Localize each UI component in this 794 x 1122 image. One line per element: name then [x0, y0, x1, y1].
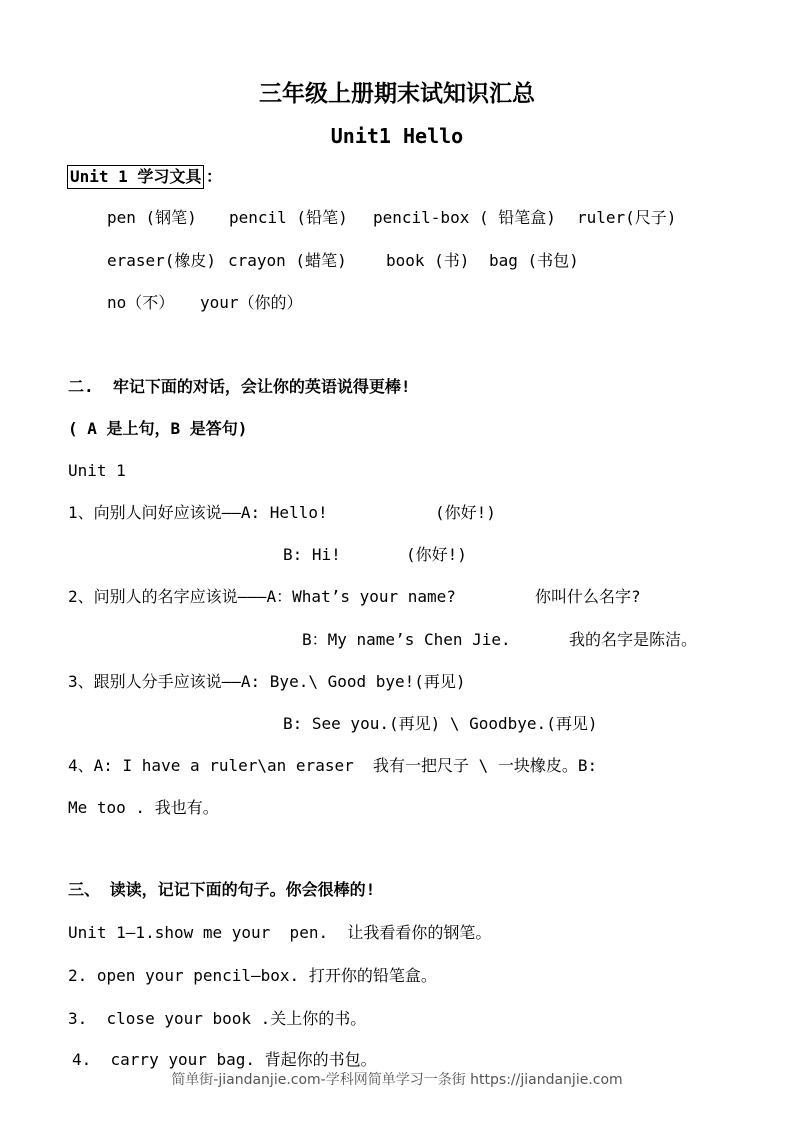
sentence-4: 4. carry your bag. 背起你的书包。: [72, 1050, 377, 1069]
dialogue-1-b: B: Hi!: [283, 545, 341, 564]
page-title: 三年级上册期末试知识汇总: [259, 81, 535, 107]
vocab-pen: pen (钢笔): [107, 208, 197, 227]
vocab-pencil: pencil (铅笔): [229, 208, 348, 227]
dialogue-3-a: 3、跟别人分手应该说——A: Bye.\ Good bye!(再见): [68, 672, 466, 691]
dialogue-1-a: 1、向别人问好应该说——A: Hello!: [68, 503, 328, 522]
vocab-ruler: ruler(尺子): [577, 208, 677, 227]
vocab-crayon: crayon (蜡笔): [228, 251, 347, 270]
section2-unit-label: Unit 1: [68, 461, 126, 480]
sentence-2: 2. open your pencil—box. 打开你的铅笔盒。: [68, 966, 437, 985]
dialogue-1-b-translation: (你好!): [406, 545, 467, 564]
vocab-bag: bag (书包): [489, 251, 579, 270]
vocab-your: your（你的）: [200, 293, 303, 312]
sentence-1: Unit 1—1.show me your pen. 让我看看你的钢笔。: [68, 923, 492, 942]
vocab-eraser: eraser(橡皮): [107, 251, 217, 270]
dialogue-3-b: B: See you.(再见) \ Goodbye.(再见): [283, 714, 598, 733]
watermark-footer: 简单街-jiandanjie.com-学科网简单学习一条街 https://jiandanjie.com: [171, 1072, 623, 1088]
vocab-pencil-box: pencil-box ( 铅笔盒): [373, 208, 556, 227]
dialogue-2-a: 2、问别人的名字应该说———A：What’s your name?: [68, 587, 456, 606]
sentence-3: 3. close your book .关上你的书。: [68, 1009, 367, 1028]
dialogue-2-a-translation: 你叫什么名字?: [535, 587, 641, 606]
dialogue-2-b: B：My name’s Chen Jie.: [302, 630, 511, 649]
dialogue-2-b-translation: 我的名字是陈洁。: [569, 630, 698, 649]
page-subtitle: Unit1 Hello: [330, 124, 464, 148]
section1-heading-colon: ：: [206, 167, 223, 186]
section1-heading: Unit 1 学习文具: [67, 165, 204, 189]
vocab-no: no（不）: [107, 293, 175, 312]
dialogue-4-b: Me too . 我也有。: [68, 798, 219, 817]
vocab-book: book (书): [386, 251, 470, 270]
dialogue-1-a-translation: (你好!): [435, 503, 496, 522]
section2-note: ( A 是上句，B 是答句): [68, 419, 248, 438]
section3-heading: 三、 读读，记记下面的句子。你会很棒的!: [68, 880, 376, 899]
section2-heading: 二. 牢记下面的对话，会让你的英语说得更棒!: [68, 377, 411, 396]
dialogue-4-a: 4、A: I have a ruler\an eraser 我有一把尺子 \ 一块橡皮。B:: [68, 756, 598, 775]
